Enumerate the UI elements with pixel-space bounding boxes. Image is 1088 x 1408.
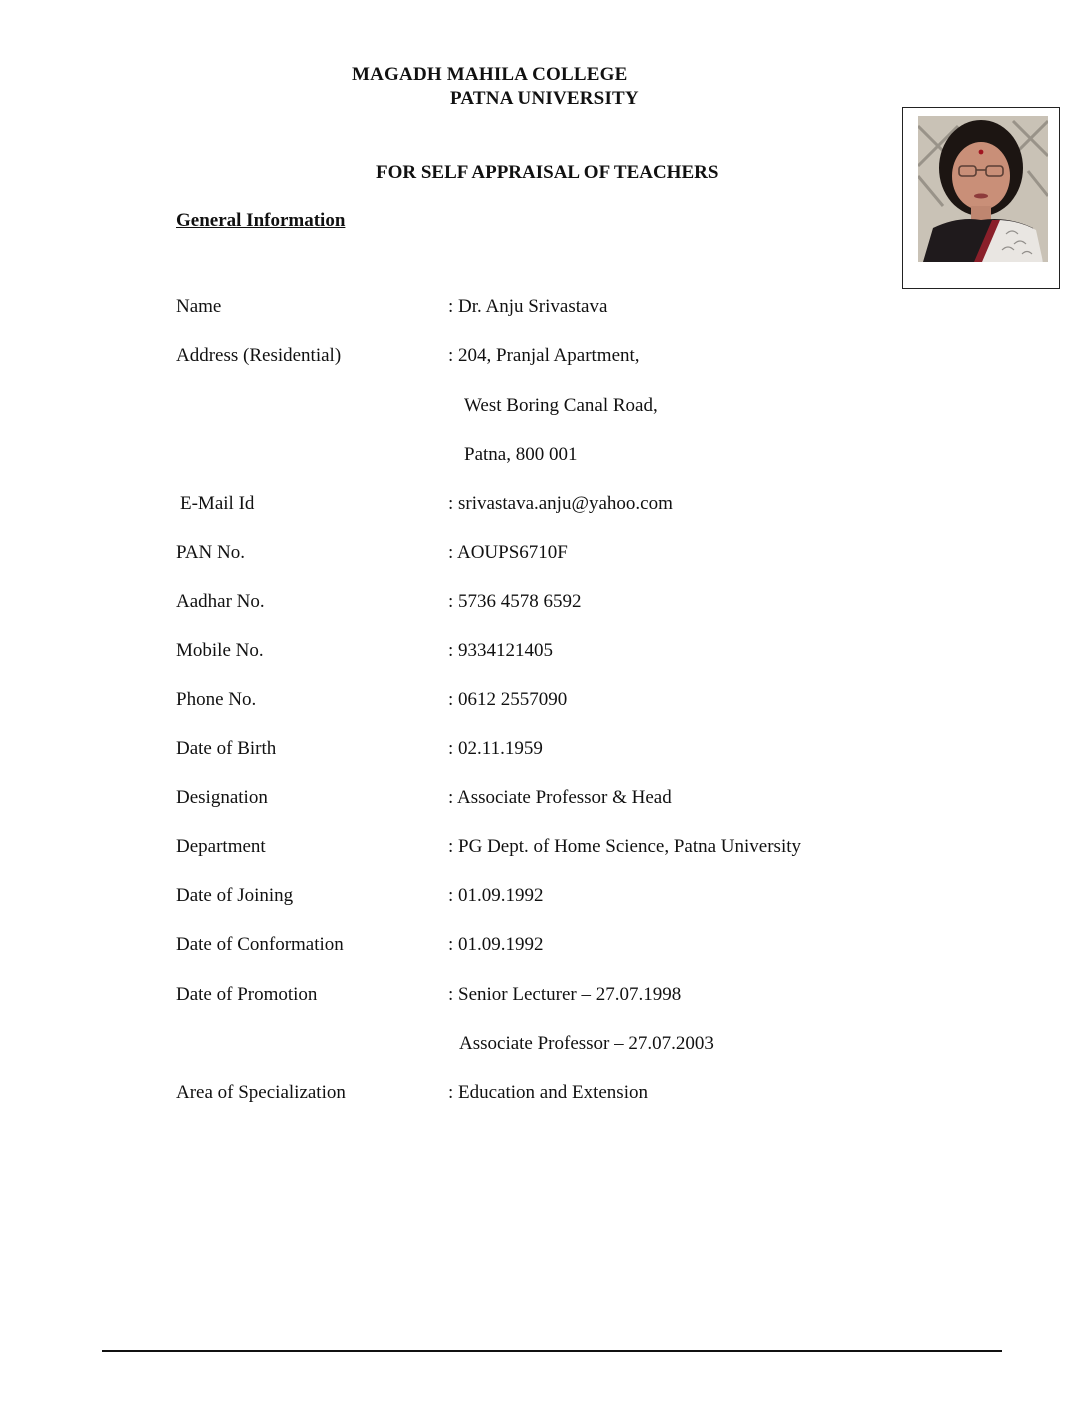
mobile-label: Mobile No.: [176, 640, 264, 661]
mobile-value: : 9334121405: [448, 640, 554, 661]
phone-label: Phone No.: [176, 689, 257, 710]
promotion-line-2: Associate Professor – 27.07.2003: [459, 1033, 714, 1054]
designation-label: Designation: [176, 787, 268, 808]
address-label: Address (Residential): [176, 345, 342, 366]
conformation-value: : 01.09.1992: [448, 934, 544, 955]
portrait-image: [918, 116, 1048, 262]
college-name: MAGADH MAHILA COLLEGE: [352, 64, 628, 85]
email-value: : srivastava.anju@yahoo.com: [448, 493, 673, 514]
department-value: : PG Dept. of Home Science, Patna University: [448, 836, 802, 857]
form-title: FOR SELF APPRAISAL OF TEACHERS: [376, 162, 719, 183]
pan-value: : AOUPS6710F: [448, 542, 568, 563]
profile-photo: [918, 116, 1048, 262]
section-heading: General Information: [176, 210, 346, 231]
photo-frame: [902, 107, 1060, 289]
doj-value: : 01.09.1992: [448, 885, 544, 906]
specialization-label: Area of Specialization: [176, 1082, 346, 1103]
name-value: : Dr. Anju Srivastava: [448, 296, 608, 317]
phone-value: : 0612 2557090: [448, 689, 568, 710]
designation-value: : Associate Professor & Head: [448, 787, 672, 808]
name-label: Name: [176, 296, 222, 317]
university-name: PATNA UNIVERSITY: [450, 88, 639, 109]
footer-divider: [102, 1350, 1002, 1352]
address-line-1: : 204, Pranjal Apartment,: [448, 345, 640, 366]
department-label: Department: [176, 836, 266, 857]
specialization-value: : Education and Extension: [448, 1082, 648, 1103]
aadhar-label: Aadhar No.: [176, 591, 265, 612]
conformation-label: Date of Conformation: [176, 934, 344, 955]
dob-value: : 02.11.1959: [448, 738, 543, 759]
aadhar-value: : 5736 4578 6592: [448, 591, 582, 612]
address-line-3: Patna, 800 001: [464, 444, 578, 465]
dob-label: Date of Birth: [176, 738, 277, 759]
promotion-label: Date of Promotion: [176, 984, 318, 1005]
doj-label: Date of Joining: [176, 885, 294, 906]
email-label: E-Mail Id: [180, 493, 255, 514]
pan-label: PAN No.: [176, 542, 245, 563]
promotion-line-1: : Senior Lecturer – 27.07.1998: [448, 984, 682, 1005]
address-line-2: West Boring Canal Road,: [464, 395, 658, 416]
